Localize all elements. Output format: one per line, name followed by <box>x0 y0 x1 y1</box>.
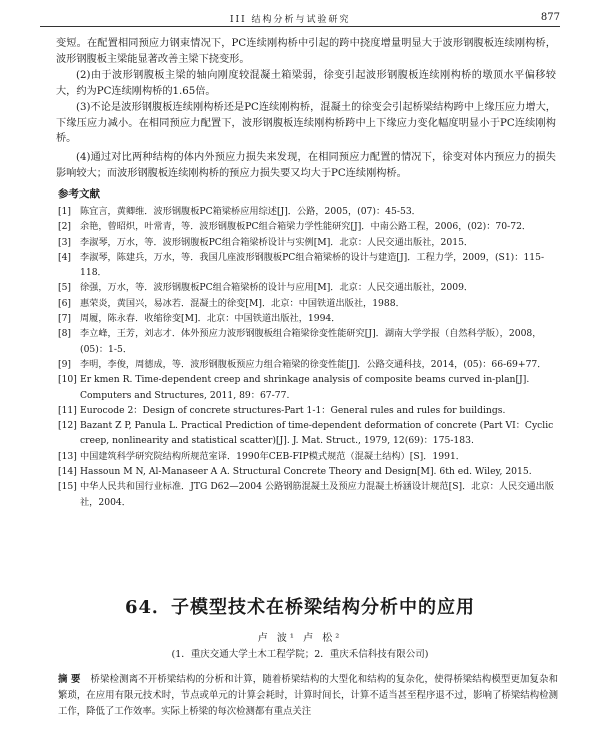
abstract-text: 桥梁检测离不开桥梁结构的分析和计算，随着桥梁结构的大型化和结构的复杂化，使得桥梁结构模型更加复杂和繁琐，在应用有限元技术时，节点或单元的计算会耗时，计算时间长，计算不适当甚至程序退不过，影响了桥梁结构检测工作，降低了工作效率。实际上桥梁的每次检测都有重点关注 <box>58 674 558 717</box>
article-affiliations: (1．重庆交通大学土木工程学院；2．重庆禾信科技有限公司) <box>171 649 429 660</box>
running-header <box>40 10 560 27</box>
page-number: 877 <box>540 12 560 23</box>
reference-number: [4] <box>58 251 72 263</box>
reference-item <box>58 357 556 372</box>
conclusion-item <box>56 68 556 99</box>
reference-number: [6] <box>58 297 72 309</box>
references-list <box>58 204 556 510</box>
reference-number: [5] <box>58 282 72 294</box>
reference-number: [10] <box>58 374 77 386</box>
reference-item <box>58 326 556 357</box>
reference-item <box>58 235 556 250</box>
article-authors: 卢 波¹ 卢 松² <box>257 633 343 644</box>
reference-text: 李淑琴，陈建兵，万水，等．我国几座波形钢腹板PC组合箱梁桥的设计与建造[J]．工程力学，2009，(S1)：115-118． <box>80 251 545 279</box>
reference-item <box>58 372 556 403</box>
reference-text: 李立峰，王芳，刘志才．体外预应力波形钢腹板组合箱梁徐变性能研究[J]．湖南大学学报（自然科学版），2008，(05)：1-5． <box>80 328 542 355</box>
references-heading: 参考文献 <box>58 188 100 200</box>
reference-item <box>58 479 556 510</box>
conclusion-2: (2)由于波形钢腹板主梁的轴向刚度较混凝土箱梁弱，徐变引起波形钢腹板连续刚构桥的墩顶水平偏移较大，约为PC连续刚构桥的1.65倍。 <box>56 70 556 97</box>
reference-number: [11] <box>58 404 77 416</box>
reference-item <box>58 311 556 326</box>
reference-text: Er kmen R. Time-dependent creep and shrinkage analysis of composite beams curved in-plan[J]. Computers and Structures, 2011, 89：67-77. <box>80 374 530 401</box>
reference-number: [12] <box>58 420 77 432</box>
conclusion-item <box>56 150 556 181</box>
conclusion-3: (3)不论是波形钢腹板连续刚构桥还是PC连续刚构桥，混凝土的徐变会引起桥梁结构跨中上缘压应力增大，下缘压应力减小。在相同预应力配置下，波形钢腹板连续刚构桥跨中上下缘应力变化幅度明显小于PC连续刚构桥。 <box>56 102 556 144</box>
reference-item <box>58 403 556 418</box>
reference-number: [14] <box>58 466 77 478</box>
reference-text: 周履，陈永春．收缩徐变[M]．北京：中国铁道出版社，1994． <box>80 313 341 325</box>
reference-number: [7] <box>58 313 72 325</box>
reference-number: [3] <box>58 236 72 248</box>
reference-text: Hassoun M N, Al-Manaseer A A. Structural Concrete Theory and Design[M]. 6th ed. Wiley, 2015. <box>80 466 532 478</box>
reference-item <box>58 449 556 464</box>
reference-number: [2] <box>58 221 72 233</box>
reference-text: 中华人民共和国行业标准．JTG D62—2004 公路钢筋混凝土及预应力混凝土桥涵设计规范[S]．北京：人民交通出版社，2004． <box>80 481 554 508</box>
reference-item <box>58 280 556 295</box>
conclusion-paragraph <box>56 36 556 67</box>
reference-text: 李明，李俊，周德成，等．波形钢腹板预应力组合箱梁的徐变性能[J]．公路交通科技，2014，(05)：66-69+77． <box>80 358 547 370</box>
reference-text: Bazant Z P, Panula L. Practical Prediction of time-dependent deformation of concrete (Part VI：Cyclic creep, nonlinearity and statistical scatter)[J]. J. Mat. Struct., 1979, 12(69)：175-183. <box>80 420 554 447</box>
conclusion-continuation: 变短。在配置相同预应力钢束情况下，PC连续刚构桥中引起的跨中挠度增量明显大于波形钢腹板连续刚构桥，波形钢腹板主梁能显著改善主梁下挠变形。 <box>56 38 556 65</box>
article-title: 64．子模型技术在桥梁结构分析中的应用 <box>124 597 476 618</box>
reference-text: 李淑琴，万水，等．波形钢腹板PC组合箱梁桥设计与实例[M]．北京：人民交通出版社，2015． <box>80 236 474 248</box>
reference-number: [1] <box>58 206 72 217</box>
abstract <box>58 672 558 720</box>
reference-text: 陈宜言，黄卿维．波形钢腹板PC箱梁桥应用综述[J]．公路，2005，(07)：45-53． <box>80 206 421 217</box>
reference-item <box>58 464 556 479</box>
reference-item <box>58 204 556 219</box>
reference-number: [13] <box>58 450 77 462</box>
reference-text: 余艳，曾昭炽，叶常青，等．波形钢腹板PC组合箱梁力学性能研究[J]．中南公路工程，2006，(02)：70-72． <box>80 221 532 233</box>
reference-item <box>58 418 556 449</box>
reference-item <box>58 250 556 281</box>
reference-item <box>58 296 556 311</box>
reference-text: 惠荣炎，黄国兴，易冰若．混凝土的徐变[M]．北京：中国铁道出版社，1988． <box>80 297 405 309</box>
reference-number: [9] <box>58 358 72 370</box>
reference-item <box>58 219 556 234</box>
section-title: III 结构分析与试验研究 <box>230 15 351 25</box>
reference-text: 中国建筑科学研究院结构所规范室译．1990年CEB-FIP模式规范（混凝土结构）[S]．1991． <box>80 450 465 462</box>
conclusion-item <box>56 100 556 147</box>
reference-text: Eurocode 2：Design of concrete structures-Part 1-1：General rules and rules for buildings. <box>80 404 506 416</box>
abstract-label: 摘 要 <box>58 674 81 685</box>
reference-number: [8] <box>58 328 72 340</box>
conclusion-4: (4)通过对比两种结构的体内外预应力损失来发现，在相同预应力配置的情况下，徐变对体内预应力的损失影响较大；而波形钢腹板连续刚构桥的预应力损失要又均大于PC连续刚构桥。 <box>56 152 556 179</box>
reference-text: 徐强，万水，等．波形钢腹板PC组合箱梁桥的设计与应用[M]．北京：人民交通出版社，2009． <box>80 282 474 294</box>
reference-number: [15] <box>58 481 77 493</box>
